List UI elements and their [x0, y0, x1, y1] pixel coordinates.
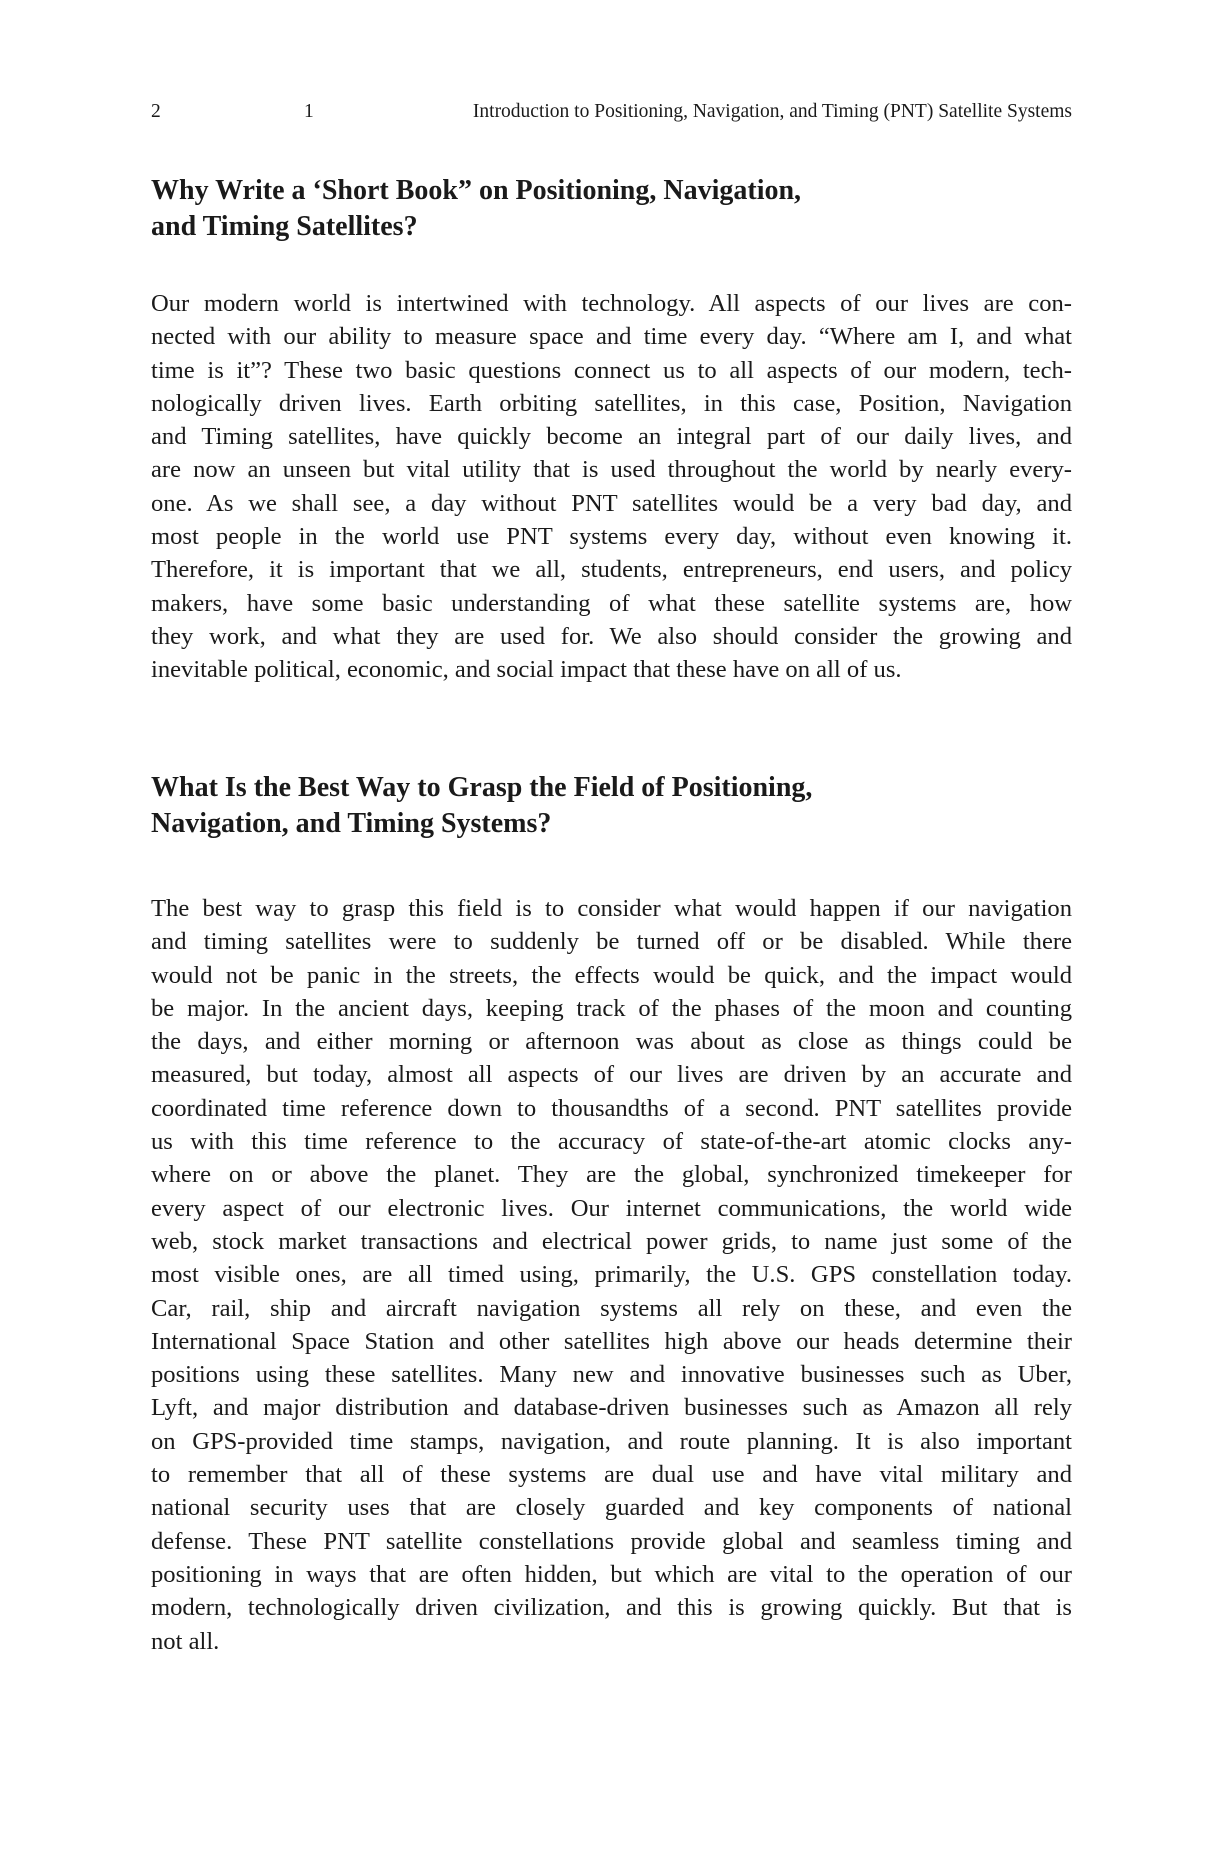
paragraph-line: time is it”? These two basic questions connect us to all aspects of our modern, tech- — [151, 356, 1072, 384]
paragraph-line: nected with our ability to measure space and time every day. “Where am I, and what — [151, 323, 1072, 351]
paragraph-line: and timing satellites were to suddenly be turned off or be disabled. While there — [151, 928, 1072, 956]
paragraph-best-way — [151, 892, 1072, 1658]
paragraph-line: coordinated time reference down to thousandths of a second. PNT satellites provide — [151, 1094, 1072, 1122]
paragraph-line: inevitable political, economic, and social impact that these have on all of us. — [151, 656, 902, 684]
paragraph-line: and Timing satellites, have quickly become an integral part of our daily lives, and — [151, 423, 1072, 451]
heading-line: Navigation, and Timing Systems? — [151, 808, 552, 839]
paragraph-line: modern, technologically driven civilization, and this is growing quickly. But that is — [151, 1594, 1072, 1622]
paragraph-line: most visible ones, are all timed using, primarily, the U.S. GPS constellation today. — [151, 1261, 1072, 1289]
section-heading-why-write — [151, 173, 1072, 245]
paragraph-line: be major. In the ancient days, keeping track of the phases of the moon and counting — [151, 994, 1072, 1022]
page-number: 2 — [151, 101, 161, 122]
paragraph-line: Car, rail, ship and aircraft navigation systems all rely on these, and even the — [151, 1294, 1072, 1322]
heading-line: and Timing Satellites? — [151, 211, 418, 242]
paragraph-line: would not be panic in the streets, the effects would be quick, and the impact would — [151, 961, 1072, 989]
chapter-number: 1 — [304, 101, 314, 122]
paragraph-line: us with this time reference to the accuracy of state-of-the-art atomic clocks any- — [151, 1128, 1072, 1156]
paragraph-line: are now an unseen but vital utility that is used throughout the world by nearly every- — [151, 456, 1072, 484]
heading-line: What Is the Best Way to Grasp the Field of Positioning, — [151, 772, 813, 803]
paragraph-line: Lyft, and major distribution and database-driven businesses such as Amazon all rely — [151, 1394, 1072, 1422]
paragraph-line: makers, have some basic understanding of what these satellite systems are, how — [151, 589, 1072, 617]
paragraph-line: The best way to grasp this field is to consider what would happen if our navigation — [151, 895, 1072, 922]
paragraph-line: nologically driven lives. Earth orbiting satellites, in this case, Position, Navigation — [151, 389, 1072, 417]
paragraph-line: measured, but today, almost all aspects of our lives are driven by an accurate and — [151, 1061, 1072, 1089]
heading-line: Why Write a ‘Short Book” on Positioning, Navigation, — [151, 175, 802, 206]
paragraph-line: most people in the world use PNT systems every day, without even knowing it. — [151, 523, 1072, 551]
paragraph-line: positions using these satellites. Many new and innovative businesses such as Uber, — [151, 1361, 1072, 1389]
section-heading-best-way — [151, 770, 1072, 842]
paragraph-line: one. As we shall see, a day without PNT satellites would be a very bad day, and — [151, 489, 1072, 517]
paragraph-line: every aspect of our electronic lives. Our internet communications, the world wide — [151, 1194, 1072, 1222]
paragraph-line: Our modern world is intertwined with technology. All aspects of our lives are con- — [151, 290, 1072, 317]
paragraph-line: to remember that all of these systems are dual use and have vital military and — [151, 1461, 1072, 1489]
paragraph-line: where on or above the planet. They are the global, synchronized timekeeper for — [151, 1161, 1072, 1189]
paragraph-line: they work, and what they are used for. We also should consider the growing and — [151, 622, 1072, 650]
paragraph-why-write — [151, 287, 1072, 687]
chapter-title: Introduction to Positioning, Navigation, and Timing (PNT) Satellite Systems — [472, 101, 1072, 122]
paragraph-line: on GPS-provided time stamps, navigation, and route planning. It is also important — [151, 1427, 1072, 1455]
running-head — [151, 99, 1072, 125]
paragraph-line: International Space Station and other satellites high above our heads determine their — [151, 1327, 1072, 1355]
paragraph-line: national security uses that are closely guarded and key components of national — [151, 1494, 1072, 1522]
paragraph-line: not all. — [151, 1627, 220, 1655]
paragraph-line: Therefore, it is important that we all, students, entrepreneurs, end users, and policy — [151, 556, 1072, 584]
paragraph-line: positioning in ways that are often hidden, but which are vital to the operation of our — [151, 1560, 1072, 1588]
paragraph-line: web, stock market transactions and electrical power grids, to name just some of the — [151, 1227, 1072, 1255]
paragraph-line: the days, and either morning or afternoon was about as close as things could be — [151, 1028, 1072, 1056]
paragraph-line: defense. These PNT satellite constellations provide global and seamless timing and — [151, 1527, 1072, 1555]
